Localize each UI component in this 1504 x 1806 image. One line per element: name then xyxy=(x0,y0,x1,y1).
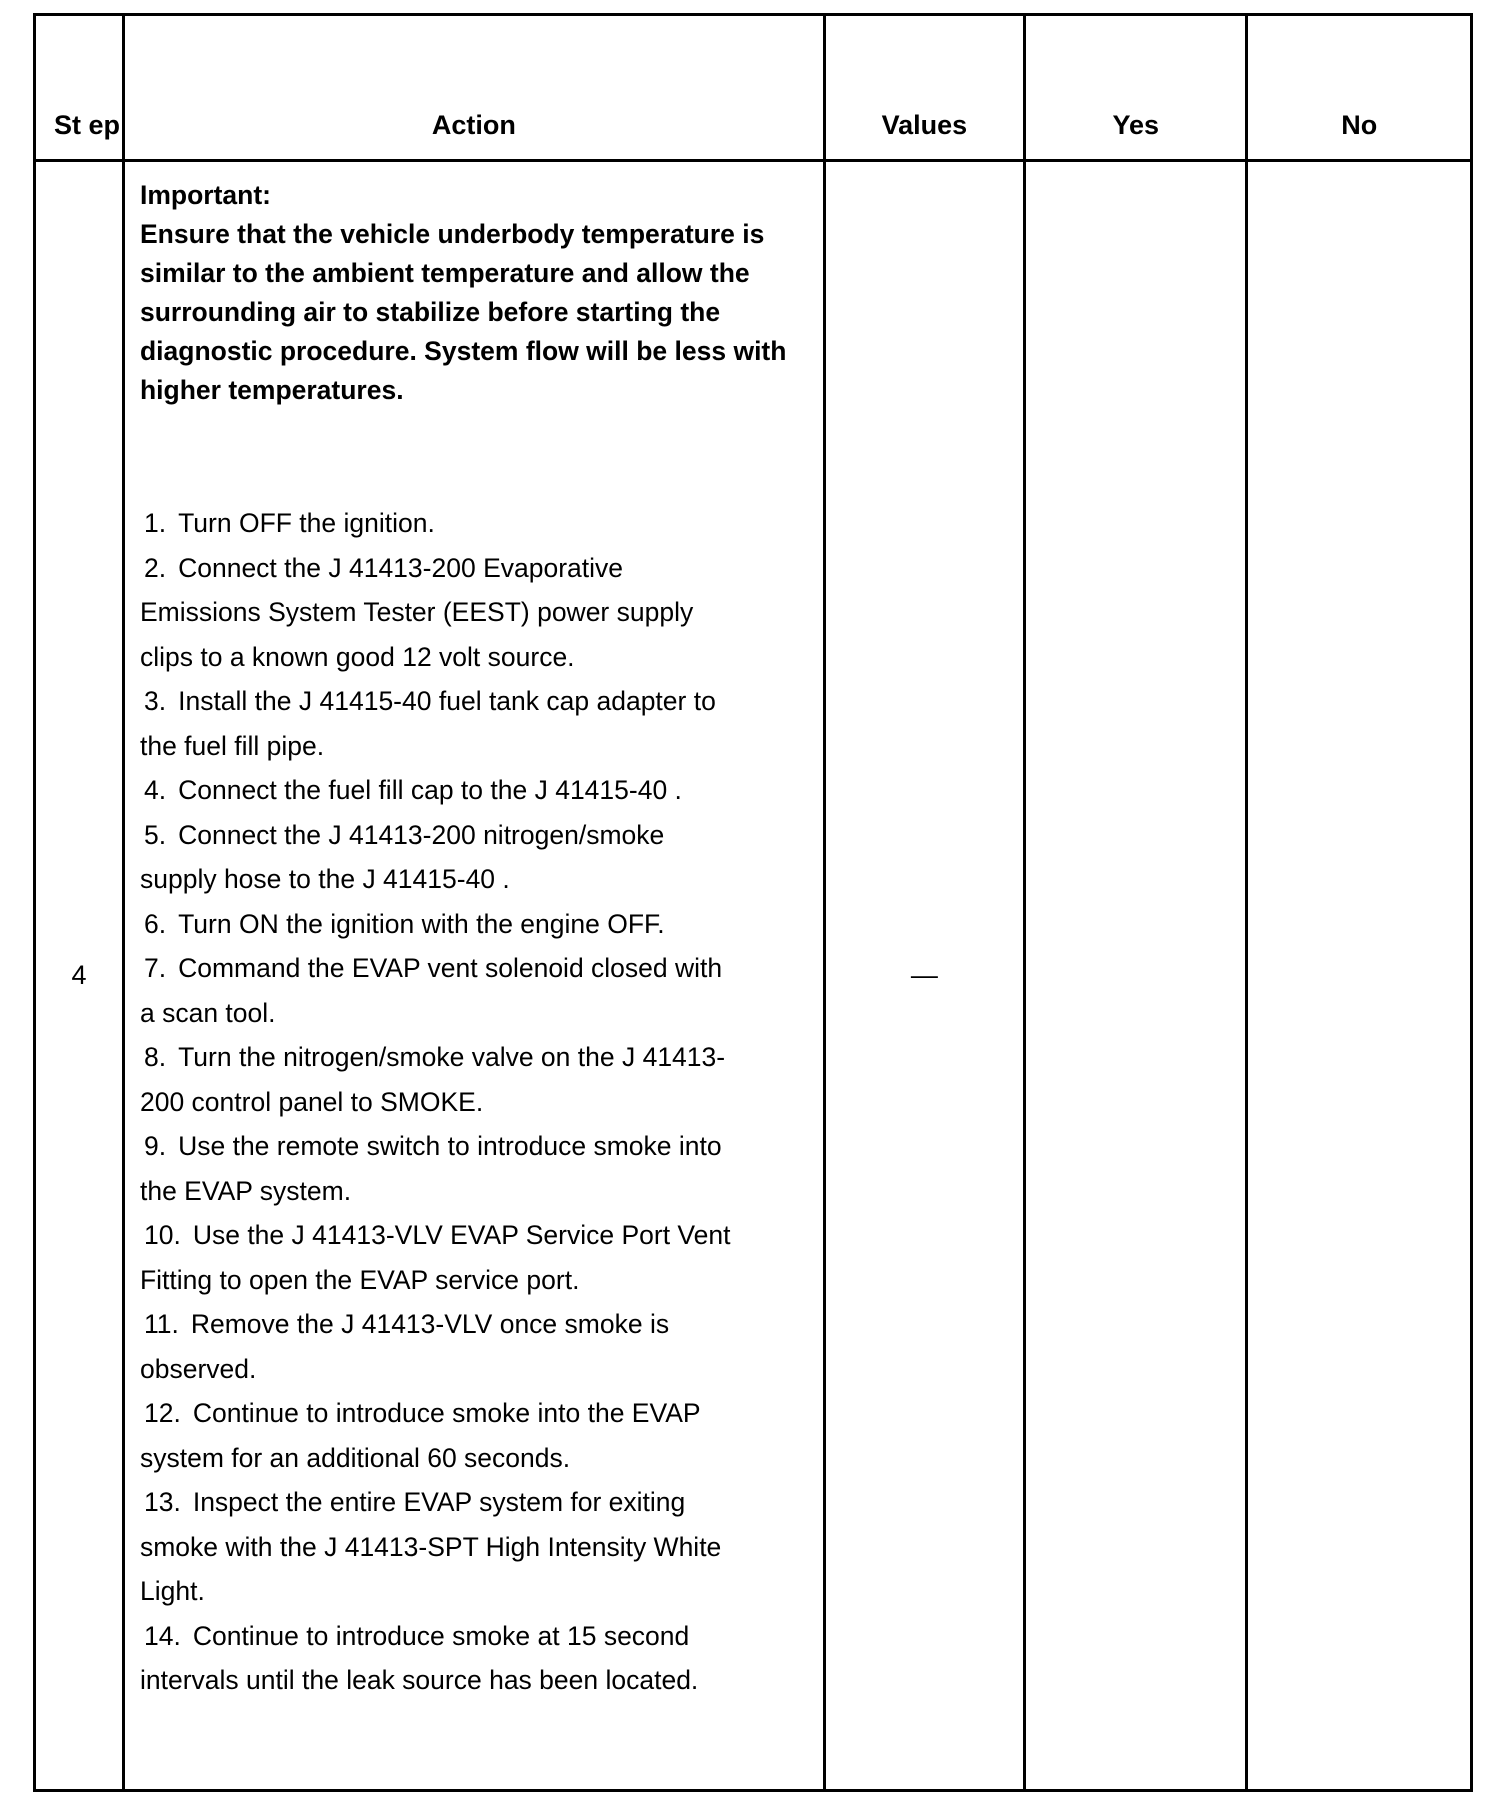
procedure-step-number: 8. xyxy=(143,1042,167,1072)
procedure-step-text: Use the remote switch to introduce smoke into the EVAP system. xyxy=(139,1131,722,1206)
procedure-step xyxy=(140,1480,731,1614)
procedure-step xyxy=(140,1391,731,1480)
yes-cell xyxy=(1025,161,1247,1791)
procedure-step xyxy=(140,1124,731,1213)
procedure-step-text: Use the J 41413-VLV EVAP Service Port Vent Fitting to open the EVAP service port. xyxy=(139,1220,731,1295)
procedure-step-text: Connect the fuel fill cap to the J 41415-40 . xyxy=(178,775,682,805)
important-text: Ensure that the vehicle underbody temperature is similar to the ambient temperature and allow the surrounding air to stabilize before starting the diagnostic procedure. System flow will be less with higher temperatures. xyxy=(139,219,787,405)
procedure-step-text: Connect the J 41413-200 nitrogen/smoke supply hose to the J 41415-40 . xyxy=(139,819,665,894)
procedure-step-number: 13. xyxy=(143,1487,181,1517)
action-column-header: Action xyxy=(123,15,824,161)
values-cell: — xyxy=(824,161,1024,1791)
no-column-header: No xyxy=(1247,15,1472,161)
values-column-header: Values xyxy=(824,15,1024,161)
procedure-steps-list xyxy=(140,501,811,1703)
procedure-step xyxy=(140,501,731,546)
procedure-step xyxy=(140,1213,731,1302)
procedure-step xyxy=(140,679,731,768)
procedure-step-number: 6. xyxy=(143,908,167,939)
procedure-step-number: 2. xyxy=(143,552,167,583)
procedure-step-text: Continue to introduce smoke at 15 second intervals until the leak source has been located. xyxy=(139,1620,699,1695)
procedure-step xyxy=(140,1035,731,1124)
procedure-step-text: Turn the nitrogen/smoke valve on the J 41413-200 control panel to SMOKE. xyxy=(139,1042,726,1117)
procedure-step xyxy=(140,1614,731,1703)
step-header-text: St ep xyxy=(54,110,121,140)
procedure-step-number: 12. xyxy=(143,1398,181,1428)
procedure-step xyxy=(140,1302,731,1391)
table-row xyxy=(35,161,1472,1791)
procedure-step xyxy=(140,768,731,813)
procedure-step xyxy=(140,946,731,1035)
procedure-step xyxy=(140,902,731,947)
procedure-step-text: Turn ON the ignition with the engine OFF. xyxy=(178,908,665,939)
procedure-step-text: Connect the J 41413-200 Evaporative Emissions System Tester (EEST) power supply clips to a known good 12 volt source. xyxy=(139,552,694,672)
step-number-cell: 4 xyxy=(35,161,124,1791)
procedure-step-text: Continue to introduce smoke into the EVAP system for an additional 60 seconds. xyxy=(139,1398,701,1473)
important-title: Important: xyxy=(139,180,271,210)
procedure-step-text: Inspect the entire EVAP system for exiting smoke with the J 41413-SPT High Intensity White Light. xyxy=(139,1487,722,1606)
procedure-step-number: 1. xyxy=(143,508,167,538)
no-cell xyxy=(1247,161,1472,1791)
action-cell xyxy=(123,161,824,1791)
procedure-step-number: 14. xyxy=(143,1620,181,1651)
procedure-step-number: 5. xyxy=(143,819,167,850)
procedure-step xyxy=(140,813,731,902)
procedure-step-number: 3. xyxy=(143,686,167,716)
procedure-step-number: 7. xyxy=(143,953,167,983)
procedure-step-text: Remove the J 41413-VLV once smoke is observed. xyxy=(139,1309,670,1384)
yes-column-header: Yes xyxy=(1025,15,1247,161)
procedure-step-number: 4. xyxy=(143,775,167,805)
procedure-step xyxy=(140,546,731,680)
procedure-step-number: 11. xyxy=(143,1309,179,1339)
procedure-table xyxy=(33,13,1473,1792)
step-column-header xyxy=(35,15,124,161)
procedure-step-number: 10. xyxy=(143,1220,181,1250)
important-note xyxy=(140,176,811,410)
procedure-step-number: 9. xyxy=(143,1131,167,1161)
header-row xyxy=(35,15,1472,161)
procedure-step-text: Command the EVAP vent solenoid closed with a scan tool. xyxy=(139,953,723,1028)
procedure-step-text: Turn OFF the ignition. xyxy=(178,508,435,538)
procedure-step-text: Install the J 41415-40 fuel tank cap adapter to the fuel fill pipe. xyxy=(139,686,716,761)
